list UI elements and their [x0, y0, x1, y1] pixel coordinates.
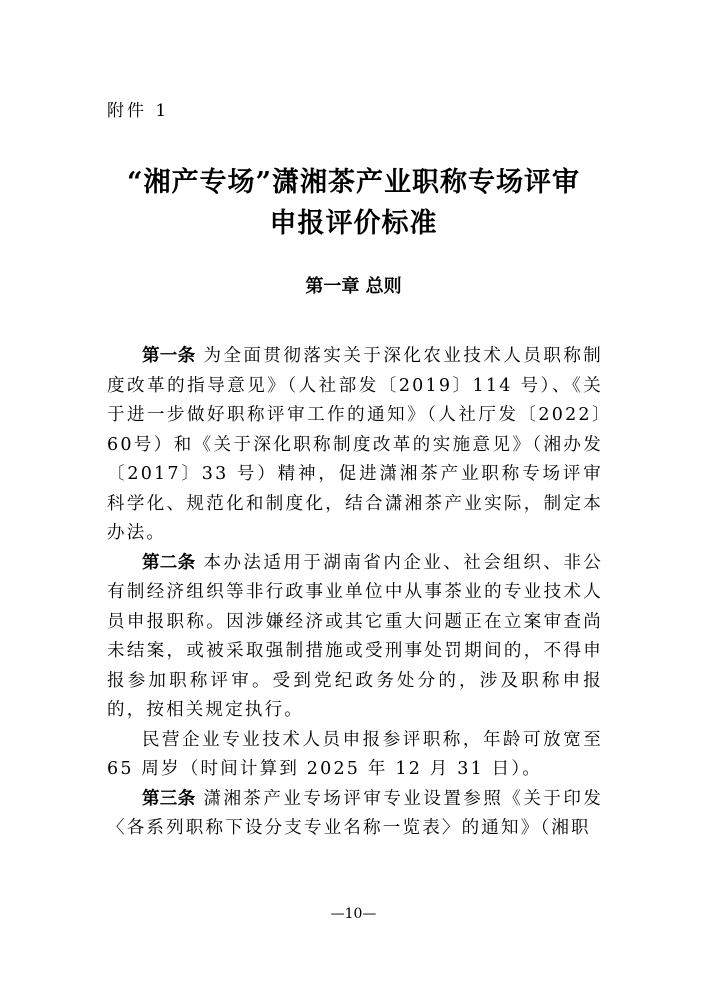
article-label: 第三条: [142, 788, 196, 809]
document-body: [107, 342, 603, 844]
chapter-heading: 第一章 总则: [305, 276, 402, 297]
attachment-label: 附件 1: [107, 101, 170, 121]
article-text: 为全面贯彻落实关于深化农业技术人员职称制度改革的指导意见》（人社部发〔2019〕114 号）、《关于进一步做好职称评审工作的通知》（人社厅发〔2022〕60号）和《关于深化职称制度改革的实施意见》（湘办发〔2017〕33 号）精神，促进潇湘茶产业职称专场评审科学化、规范化和制度化，结合潇湘茶产业实际，制定本办法。: [107, 346, 604, 543]
paragraph-text: 民营企业专业技术人员申报参评职称，年龄可放宽至65 周岁（时间计算到 2025 年 12 月 31 日）。: [107, 729, 603, 779]
document-title-line-1: “湘产专场”潇湘茶产业职称专场评审: [126, 167, 581, 198]
article-text: 本办法适用于湖南省内企业、社会组织、非公有制经济组织等非行政事业单位中从事茶业的专业技术人员申报职称。因涉嫌经济或其它重大问题正在立案审查尚未结案，或被采取强制措施或受刑事处罚期间的，不得申报参加职称评审。受到党纪政务处分的，涉及职称申报的，按相关规定执行。: [107, 552, 604, 720]
document-title-line-2: 申报评价标准: [269, 208, 438, 239]
article-text: 潇湘茶产业专场评审专业设置参照《关于印发〈各系列职称下设分支专业名称一览表〉的通知》（湘职: [107, 788, 604, 838]
article-1: [107, 342, 603, 549]
article-2-paragraph-2: [107, 726, 603, 785]
article-3: [107, 785, 603, 844]
article-label: 第一条: [142, 346, 196, 366]
article-label: 第二条: [142, 552, 196, 573]
article-2: [107, 549, 603, 726]
page-number: —10—: [330, 906, 377, 922]
